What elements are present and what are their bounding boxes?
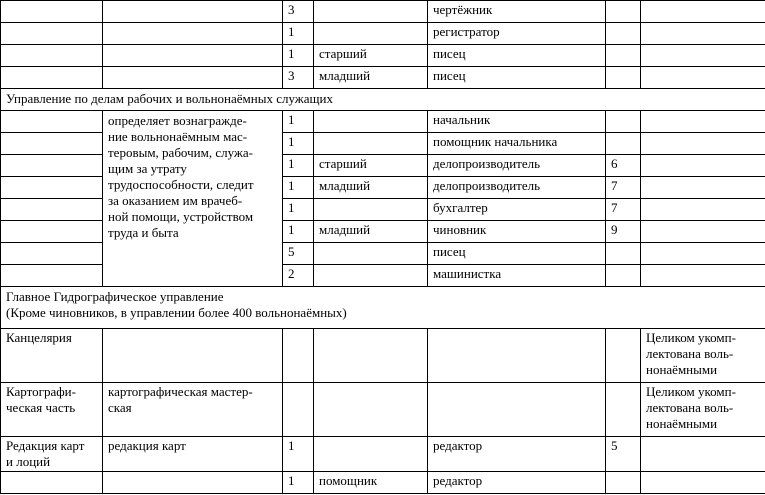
class-cell [606, 265, 641, 287]
position-cell: регистратор [428, 23, 606, 45]
unit-function: определяет вознагражде- ние вольнонаёмным мас- теровым, рабочим, служа- щим за утрату трудоспособности, следит за оказанием им врачеб- ной помощи, устройством труда и быта [103, 111, 283, 287]
class-cell: 7 [606, 199, 641, 221]
class-cell: 7 [606, 177, 641, 199]
rank-cell: младший [314, 177, 428, 199]
position-cell: начальник [428, 111, 606, 133]
section-subtitle: (Кроме чиновников, в управлении более 400 вольнонаёмных) [6, 305, 347, 320]
rank-cell: старший [314, 45, 428, 67]
position-cell: редактор [428, 472, 606, 494]
qty-cell: 1 [283, 133, 314, 155]
table-row [1, 383, 765, 437]
rank-cell: старший [314, 155, 428, 177]
qty-cell: 3 [283, 1, 314, 23]
class-cell: 9 [606, 221, 641, 243]
position-cell: редактор [428, 437, 606, 472]
table-row [1, 472, 765, 494]
qty-cell: 5 [283, 243, 314, 265]
qty-cell: 1 [283, 472, 314, 494]
position-cell: делопроизводитель [428, 155, 606, 177]
note-cell: Целиком укомп- лектована воль- нонаёмными [641, 329, 765, 383]
position-cell: писец [428, 45, 606, 67]
position-cell: писец [428, 67, 606, 89]
rank-cell [314, 23, 428, 45]
section-header [1, 89, 765, 111]
position-cell: чиновник [428, 221, 606, 243]
table-row [1, 1, 765, 23]
unit-cell: Редакция карт и лоций [1, 437, 103, 472]
rank-cell: младший [314, 67, 428, 89]
unit-cell: Канцелярия [1, 329, 103, 383]
class-cell [606, 67, 641, 89]
class-cell [606, 111, 641, 133]
class-cell [606, 133, 641, 155]
qty-cell: 1 [283, 23, 314, 45]
table-row [1, 23, 765, 45]
class-cell [606, 243, 641, 265]
position-cell: чертёжник [428, 1, 606, 23]
class-cell [606, 23, 641, 45]
qty-cell: 1 [283, 111, 314, 133]
rank-cell [314, 199, 428, 221]
table-row [1, 111, 765, 133]
class-cell [606, 1, 641, 23]
unit-function: картографическая мастер- ская [103, 383, 283, 437]
position-cell: писец [428, 243, 606, 265]
table-row [1, 437, 765, 472]
table-row [1, 67, 765, 89]
section-header [1, 287, 765, 329]
qty-cell: 2 [283, 265, 314, 287]
class-cell [606, 45, 641, 67]
section-title: Главное Гидрографическое управление (Кроме чиновников, в управлении более 400 вольнонаёмных) [1, 287, 765, 329]
rank-cell [314, 133, 428, 155]
unit-function: редакция карт [103, 437, 283, 472]
class-cell: 6 [606, 155, 641, 177]
qty-cell: 3 [283, 67, 314, 89]
rank-cell [314, 243, 428, 265]
rank-cell [314, 265, 428, 287]
rank-cell: младший [314, 221, 428, 243]
qty-cell: 1 [283, 45, 314, 67]
class-cell: 5 [606, 437, 641, 472]
qty-cell: 1 [283, 177, 314, 199]
qty-cell: 1 [283, 155, 314, 177]
qty-cell: 1 [283, 221, 314, 243]
qty-cell: 1 [283, 199, 314, 221]
position-cell: помощник начальника [428, 133, 606, 155]
position-cell: машинистка [428, 265, 606, 287]
table-row [1, 45, 765, 67]
note-cell: Целиком укомп- лектована воль- нонаёмными [641, 383, 765, 437]
rank-cell [314, 1, 428, 23]
section-title: Управление по делам рабочих и вольнонаёмных служащих [1, 89, 765, 111]
rank-cell: помощник [314, 472, 428, 494]
table-row [1, 329, 765, 383]
position-cell: бухгалтер [428, 199, 606, 221]
position-cell: делопроизводитель [428, 177, 606, 199]
unit-cell: Картографи- ческая часть [1, 383, 103, 437]
rank-cell [314, 111, 428, 133]
qty-cell: 1 [283, 437, 314, 472]
